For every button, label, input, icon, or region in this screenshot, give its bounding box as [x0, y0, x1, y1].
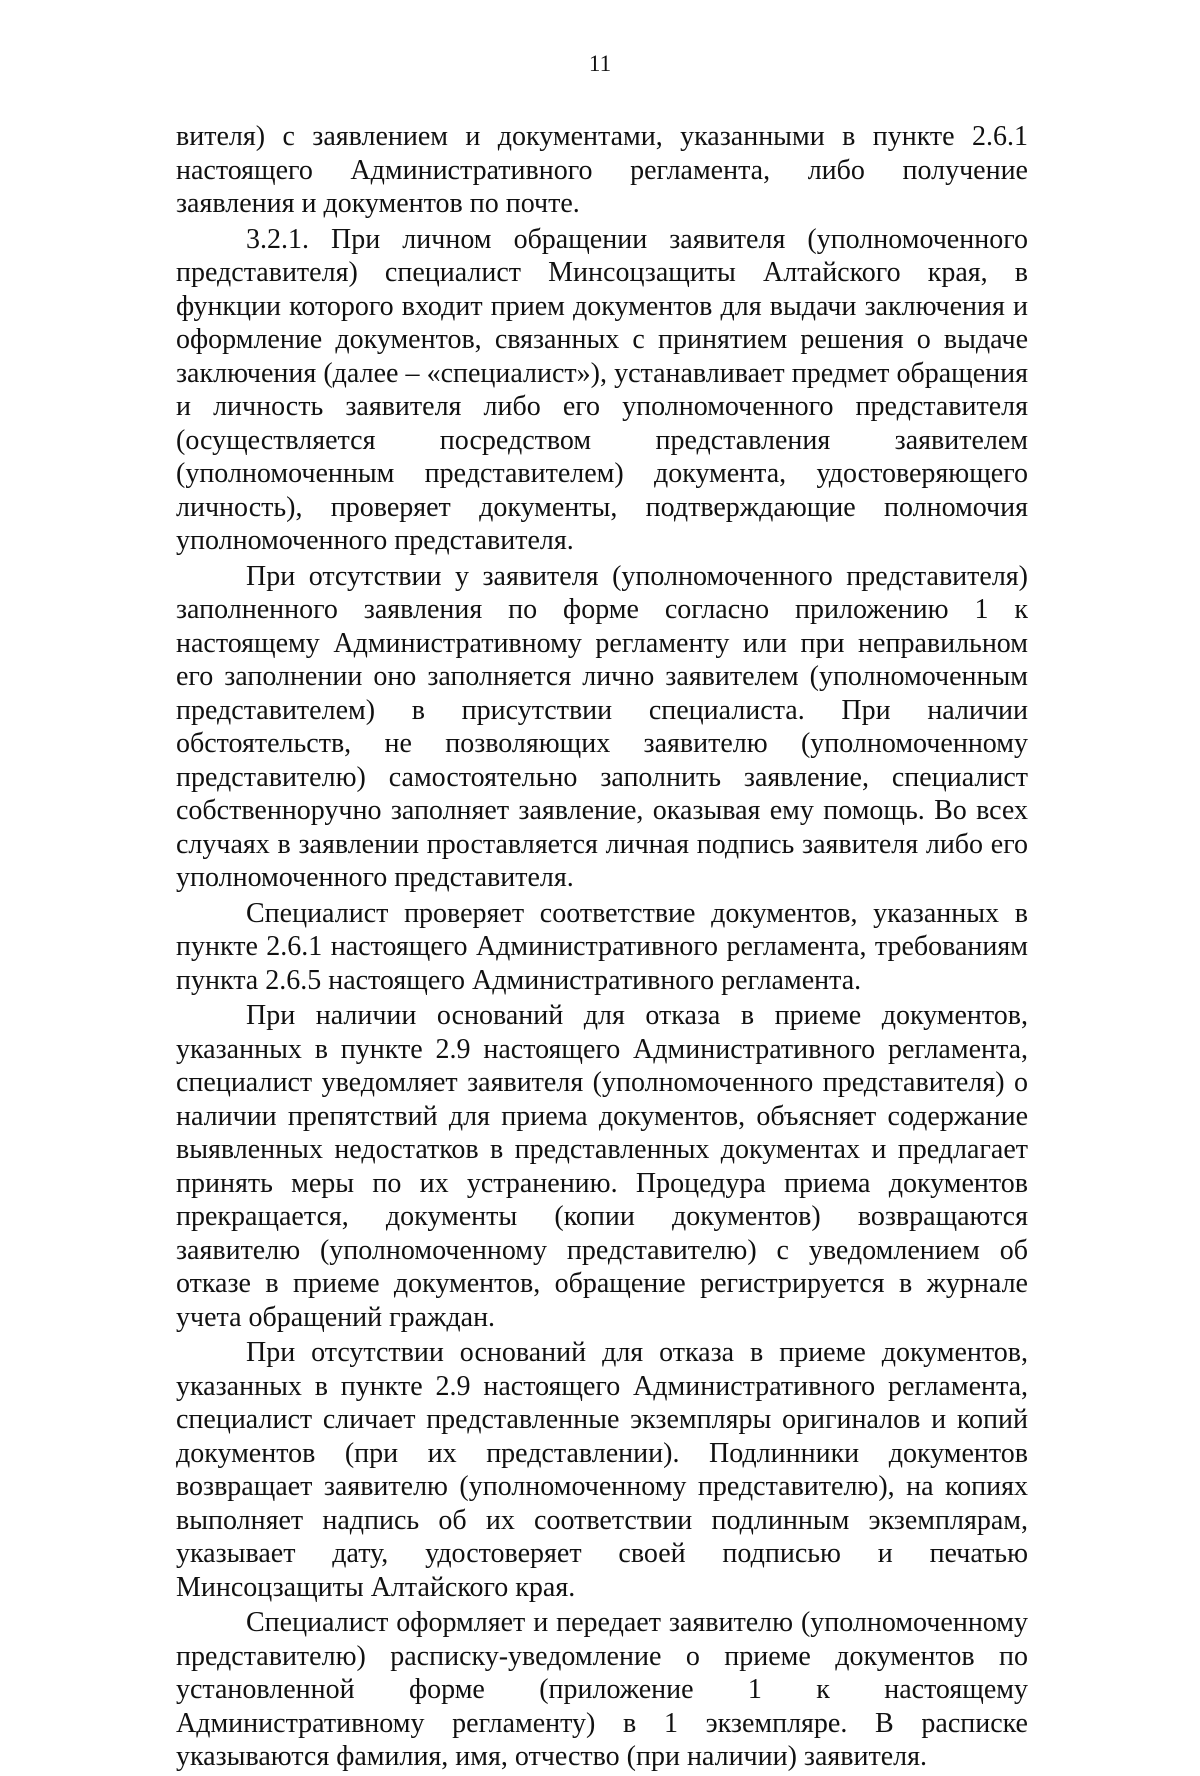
paragraph-refusal-grounds: При наличии оснований для отказа в приеме документов, указанных в пункте 2.9 настоящего Административного регламента, специалист уведомляет заявителя (уполномоченного представителя) о наличии препятствий для приема документов, объясняет содержание выявленных недостатков в представленных документах и предлагает принять меры по их устранению. Процедура приема документов прекращается, документы (копии документов) возвращаются заявителю (уполномоченному представителю) с уведомлением об отказе в приеме документов, обращение регистрируется в журнале учета обращений граждан.: [176, 1000, 1028, 1333]
document-body: [176, 120, 1028, 1776]
paragraph-missing-application: При отсутствии у заявителя (уполномоченного представителя) заполненного заявления по форме согласно приложению 1 к настоящему Административному регламенту или при неправильном его заполнении оно заполняется лично заявителем (уполномоченным представителем) в присутствии специалиста. При наличии обстоятельств, не позволяющих заявителю (уполномоченному представителю) самостоятельно заполнить заявление, специалист собственноручно заполняет заявление, оказывая ему помощь. Во всех случаях в заявлении проставляется личная подпись заявителя либо его уполномоченного представителя.: [176, 560, 1028, 893]
paragraph-document-check: Специалист проверяет соответствие документов, указанных в пункте 2.6.1 настоящего Административного регламента, требованиям пункта 2.6.5 настоящего Административного регламента.: [176, 897, 1028, 996]
paragraph-receipt-notice: Специалист оформляет и передает заявителю (уполномоченному представителю) расписку-уведомление о приеме документов по установленной форме (приложение 1 к настоящему Административному регламенту) в 1 экземпляре. В расписке указываются фамилия, имя, отчество (при наличии) заявителя.: [176, 1607, 1028, 1772]
paragraph-no-refusal-grounds: При отсутствии оснований для отказа в приеме документов, указанных в пункте 2.9 настоящего Административного регламента, специалист сличает представленные экземпляры оригиналов и копий документов (при их представлении). Подлинники документов возвращает заявителю (уполномоченному представителю), на копиях выполняет надпись об их соответствии подлинным экземплярам, указывает дату, удостоверяет своей подписью и печатью Минсоцзащиты Алтайского края.: [176, 1337, 1028, 1603]
paragraph-3-2-1: 3.2.1. При личном обращении заявителя (уполномоченного представителя) специалист Минсоцзащиты Алтайского края, в функции которого входит прием документов для выдачи заключения и оформление документов, связанных с принятием решения о выдаче заключения (далее – «специалист»), устанавливает предмет обращения и личность заявителя либо его уполномоченного представителя (осуществляется посредством представления заявителем (уполномоченным представителем) документа, удостоверяющего личность), проверяет документы, подтверждающие полномочия уполномоченного представителя.: [176, 223, 1028, 556]
page-number: 11: [588, 51, 612, 76]
paragraph-continuation: вителя) с заявлением и документами, указанными в пункте 2.6.1 настоящего Административного регламента, либо получение заявления и документов по почте.: [176, 121, 1028, 219]
